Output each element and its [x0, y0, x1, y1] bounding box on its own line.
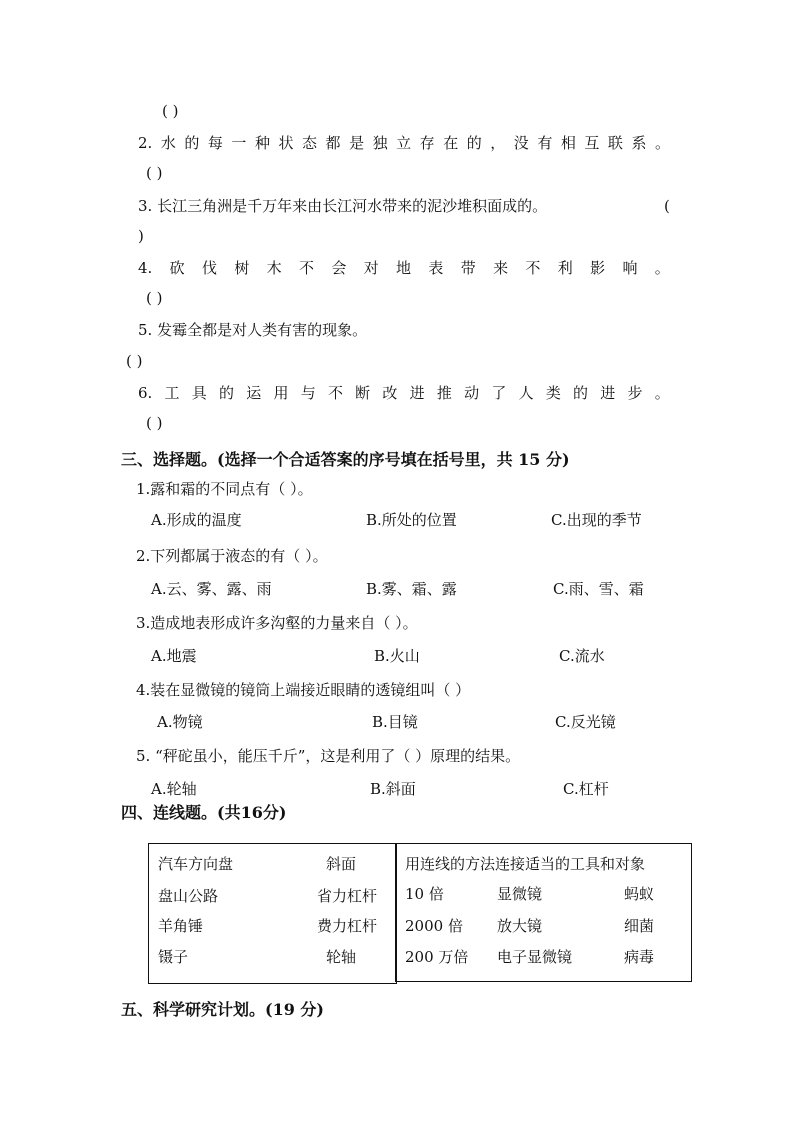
choice-q1-stem: 1.露和霜的不同点有（ ）。	[136, 480, 313, 498]
question-char: 在	[443, 134, 459, 152]
question-char: 断	[355, 384, 371, 402]
question-char: 动	[464, 384, 480, 402]
choice-q4-option-c[interactable]: C.反光镜	[555, 713, 616, 731]
question-char: 4.	[138, 259, 153, 277]
question-char: 水	[160, 134, 176, 152]
match-left-item-3[interactable]: 羊角锤	[158, 917, 204, 935]
question-char: 人	[518, 384, 534, 402]
question-char: 没	[513, 134, 529, 152]
match-right-mag-3[interactable]: 200 万倍	[405, 948, 469, 966]
choice-section-heading: 三、选择题。(选择一个合适答案的序号填在括号里，共 15 分)	[121, 450, 570, 469]
match-right-title: 用连线的方法连接适当的工具和对象	[405, 855, 646, 873]
choice-q4-option-b[interactable]: B.目镜	[372, 713, 418, 731]
question-char: 不	[327, 384, 343, 402]
match-right-mag-2[interactable]: 2000 倍	[405, 917, 463, 935]
question-char: 有	[537, 134, 553, 152]
question-char: 状	[278, 134, 294, 152]
choice-q3-option-b[interactable]: B.火山	[374, 647, 420, 665]
question-char: 不	[299, 259, 315, 277]
match-left-item-2[interactable]: 盘山公路	[158, 887, 219, 905]
question-char: 一	[231, 134, 247, 152]
question-char: 存	[419, 134, 435, 152]
choice-q5-option-a[interactable]: A.轮轴	[151, 780, 197, 798]
question-char: 进	[409, 384, 425, 402]
match-right-mag-1[interactable]: 10 倍	[405, 885, 444, 903]
question-char: 的	[466, 134, 482, 152]
question-char: 进	[600, 384, 616, 402]
question-char: 独	[372, 134, 388, 152]
question-char: 系	[631, 134, 647, 152]
q3-answer-paren-open[interactable]: (	[664, 197, 670, 215]
choice-q3-option-c[interactable]: C.流水	[559, 647, 605, 665]
question-char: 类	[545, 384, 561, 402]
choice-q3-stem: 3.造成地表形成许多沟壑的力量来自（ ）。	[136, 614, 418, 632]
match-left-item-1[interactable]: 汽车方向盘	[158, 855, 234, 873]
match-right-obj-2[interactable]: 细菌	[624, 917, 655, 935]
match-right-obj-1[interactable]: 蚂蚁	[624, 885, 655, 903]
match-right-obj-3[interactable]: 病毒	[624, 948, 655, 966]
choice-q4-stem: 4.装在显微镜的镜筒上端接近眼睛的透镜组叫（ ）	[136, 681, 471, 699]
question-char: 工	[164, 384, 180, 402]
choice-q5-option-c[interactable]: C.杠杆	[563, 780, 609, 798]
question-char: 的	[573, 384, 589, 402]
choice-q5-stem: 5. “秤砣虽小，能压千斤”，这是利用了（ ）原理的结果。	[136, 747, 521, 765]
question-char: 的	[184, 134, 200, 152]
question-char: 影	[590, 259, 606, 277]
question-char: 互	[584, 134, 600, 152]
choice-q2-option-a[interactable]: A.云、雾、露、雨	[151, 580, 272, 598]
question-char: 每	[207, 134, 223, 152]
judge-question-5: 5. 发霉全都是对人类有害的现象。	[138, 321, 368, 339]
question-char: 。	[654, 259, 670, 277]
choice-q1-option-c[interactable]: C.出现的季节	[551, 511, 642, 529]
match-section-heading: 四、连线题。(共16分)	[121, 803, 287, 822]
question-char: 推	[436, 384, 452, 402]
choice-q1-option-a[interactable]: A.形成的温度	[151, 511, 242, 529]
question-char: ，	[490, 134, 506, 152]
match-left-target-1[interactable]: 斜面	[326, 855, 357, 873]
question-char: 利	[557, 259, 573, 277]
question-char: 来	[493, 259, 509, 277]
match-left-target-2[interactable]: 省力杠杆	[317, 887, 378, 905]
question-char: 对	[363, 259, 379, 277]
question-char: 是	[349, 134, 365, 152]
q4-answer-paren[interactable]: ( )	[146, 289, 163, 307]
question-char: 砍	[169, 259, 185, 277]
choice-q4-option-a[interactable]: A.物镜	[157, 713, 203, 731]
match-left-item-4[interactable]: 镊子	[158, 948, 189, 966]
choice-q2-stem: 2.下列都属于液态的有（ ）。	[136, 547, 328, 565]
q1-answer-paren[interactable]: ( )	[162, 102, 179, 120]
question-char: 带	[460, 259, 476, 277]
question-char: 改	[382, 384, 398, 402]
question-char: 6.	[138, 384, 153, 402]
question-char: 相	[560, 134, 576, 152]
q3-answer-paren-close[interactable]: )	[138, 227, 144, 245]
question-char: 地	[396, 259, 412, 277]
question-char: 响	[622, 259, 638, 277]
q2-answer-paren[interactable]: ( )	[146, 164, 163, 182]
plan-section-heading: 五、科学研究计划。(19 分)	[121, 1000, 324, 1019]
question-char: 具	[191, 384, 207, 402]
question-char: 用	[273, 384, 289, 402]
question-char: 联	[607, 134, 623, 152]
question-char: 态	[302, 134, 318, 152]
question-char: 2.	[138, 134, 153, 152]
judge-question-6	[138, 383, 670, 403]
match-right-tool-3[interactable]: 电子显微镜	[497, 948, 573, 966]
match-right-tool-2[interactable]: 放大镜	[497, 917, 543, 935]
question-char: 不	[525, 259, 541, 277]
question-char: 立	[396, 134, 412, 152]
judge-question-3: 3. 长江三角洲是千万年来由长江河水带来的泥沙堆积面成的。	[138, 197, 548, 215]
judge-question-4	[138, 258, 670, 278]
question-char: 木	[266, 259, 282, 277]
match-left-target-3[interactable]: 费力杠杆	[317, 917, 378, 935]
question-char: 了	[491, 384, 507, 402]
question-char: 会	[331, 259, 347, 277]
question-char: 都	[325, 134, 341, 152]
question-char: 与	[300, 384, 316, 402]
choice-q2-option-c[interactable]: C.雨、雪、霜	[553, 580, 644, 598]
judge-question-2	[138, 133, 670, 153]
match-left-target-4[interactable]: 轮轴	[326, 948, 357, 966]
choice-q3-option-a[interactable]: A.地震	[151, 647, 197, 665]
question-char: 。	[654, 384, 670, 402]
question-char: 伐	[201, 259, 217, 277]
q5-answer-paren[interactable]: ( )	[126, 352, 143, 370]
match-right-tool-1[interactable]: 显微镜	[497, 885, 543, 903]
question-char: 步	[627, 384, 643, 402]
question-char: 表	[428, 259, 444, 277]
choice-q5-option-b[interactable]: B.斜面	[370, 780, 416, 798]
choice-q2-option-b[interactable]: B.雾、霜、露	[366, 580, 457, 598]
question-char: 。	[654, 134, 670, 152]
question-char: 种	[254, 134, 270, 152]
question-char: 的	[219, 384, 235, 402]
q6-answer-paren[interactable]: ( )	[146, 414, 163, 432]
question-char: 树	[234, 259, 250, 277]
question-char: 运	[246, 384, 262, 402]
choice-q1-option-b[interactable]: B.所处的位置	[366, 511, 457, 529]
